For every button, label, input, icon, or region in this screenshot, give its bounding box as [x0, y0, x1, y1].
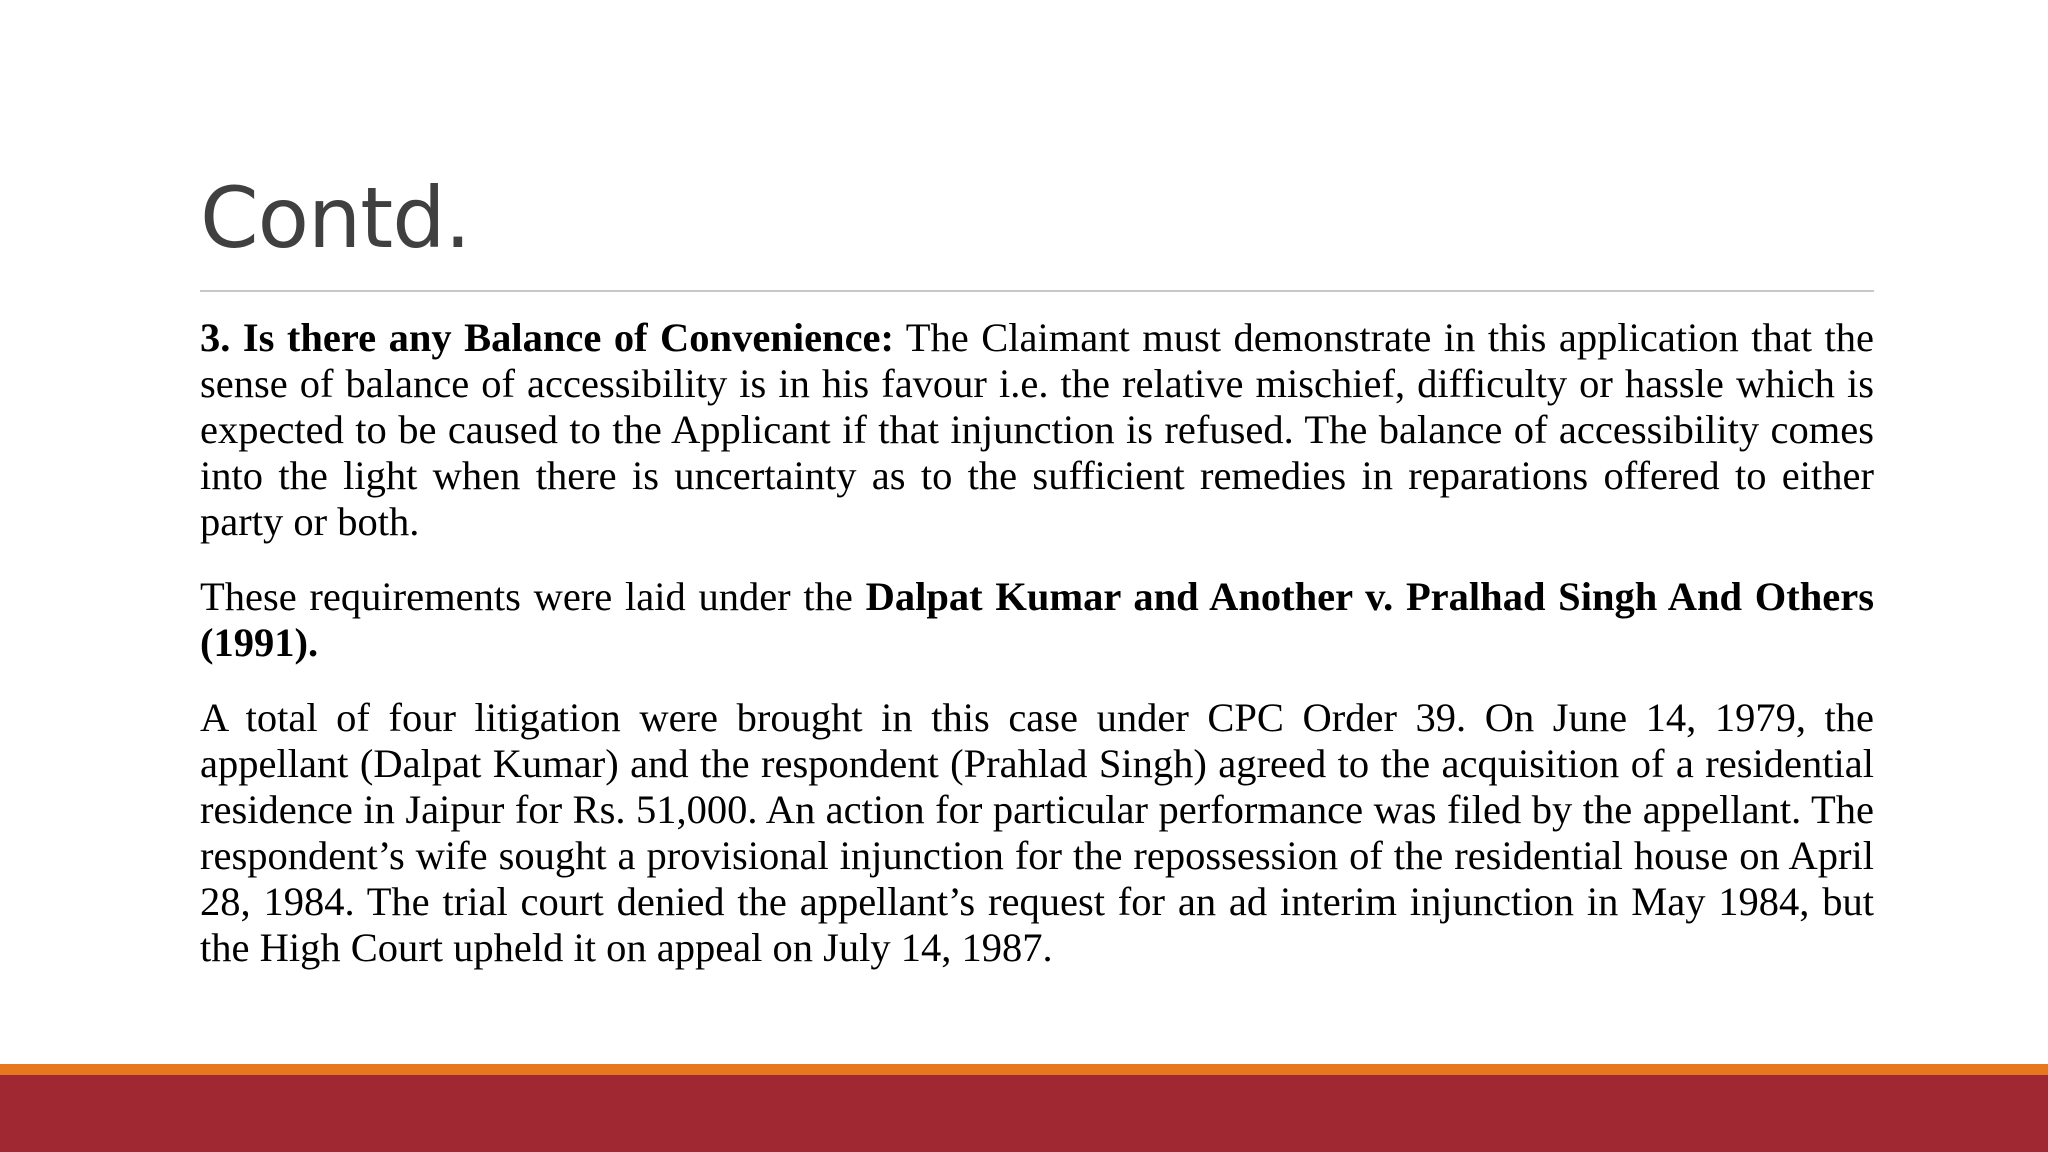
- paragraph-heading: 3. Is there any Balance of Convenience:: [200, 315, 895, 360]
- paragraph-balance-of-convenience: [200, 315, 1874, 545]
- footer-accent-red: [0, 1075, 2048, 1152]
- slide-body: [200, 315, 1874, 1000]
- footer-accent-orange: [0, 1064, 2048, 1075]
- paragraph-text: A total of four litigation were brought in this case under CPC Order 39. On June 14, 1979, the appellant (Dalpat Kumar) and the respondent (Prahlad Singh) agreed to the acquisition of a residential residence in Jaipur for Rs. 51,000. An action for particular performance was filed by the appellant. The respondent’s wife sought a provisional injunction for the repossession of the residential house on April 28, 1984. The trial court denied the appellant’s request for an ad interim injunction in May 1984, but the High Court upheld it on appeal on July 14, 1987.: [200, 695, 1874, 970]
- paragraph-text: These requirements were laid under the: [200, 574, 866, 619]
- paragraph-text: The Claimant must demonstrate in this application that the sense of balance of accessibility is in his favour i.e. the relative mischief, difficulty or hassle which is expected to be caused to the Applicant if that injunction is refused. The balance of accessibility comes into the light when there is uncertainty as to the sufficient remedies in reparations offered to either party or both.: [200, 315, 1874, 544]
- paragraph-case-reference: [200, 574, 1874, 666]
- paragraph-case-facts: [200, 695, 1874, 971]
- title-divider: [200, 290, 1874, 292]
- slide-title: Contd.: [200, 169, 471, 267]
- case-citation: Dalpat Kumar and Another v. Pralhad Singh And Others (1991).: [200, 574, 1875, 665]
